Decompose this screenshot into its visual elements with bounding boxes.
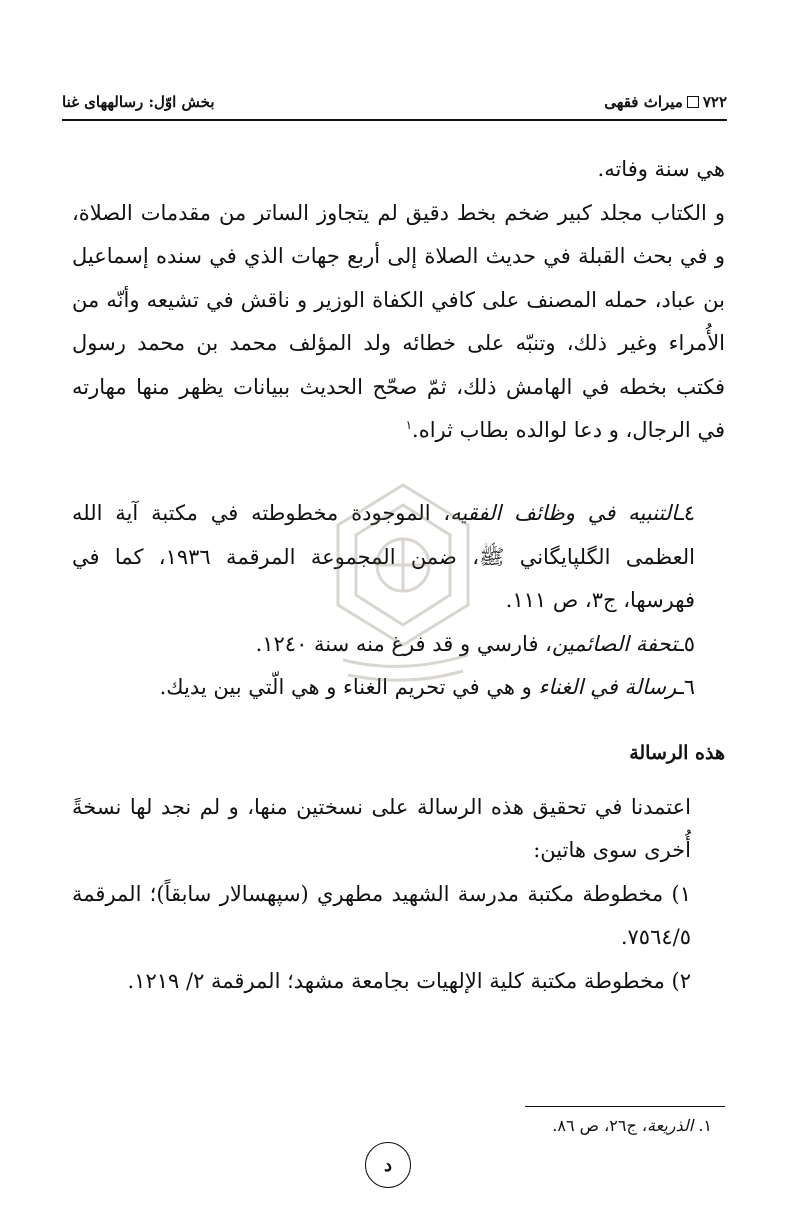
running-header bbox=[62, 88, 727, 116]
page-number-badge bbox=[365, 1142, 411, 1188]
section-intro: اعتمدنا في تحقيق هذه الرسالة على نسختين منها، و لم نجد لها نسخةً أُخرى سوى هاتين: bbox=[72, 794, 691, 862]
footnote-divider bbox=[525, 1106, 725, 1107]
header-right-group bbox=[604, 93, 727, 111]
footnote-number: ١. bbox=[698, 1116, 712, 1135]
list-item-6-title: رسالة في الغناء bbox=[538, 675, 678, 699]
page-number-label: د bbox=[384, 1154, 393, 1176]
list-item-6-text: و هي في تحريم الغناء و هي الّتي بين يديك. bbox=[159, 675, 539, 699]
header-book-title: میراث فقهی bbox=[604, 93, 683, 111]
list-item-5-number: ٥ـ bbox=[677, 631, 695, 656]
list-item-4-text: ، الموجودة مخطوطته في مكتبة آية الله العظمى الگلپايگاني ﷺ، ضمن المجموعة المرقمة ١٩٣٦، كما في فهرسها، ج٣، ص ١١١. bbox=[72, 501, 695, 612]
manuscript-1: ١) مخطوطة مكتبة مدرسة الشهيد مطهري (سپهسالار سابقاً)؛ المرقمة ٧٥٦٤/٥. bbox=[72, 881, 691, 949]
footnote-text: ، ج٢٦، ص ٨٦. bbox=[552, 1116, 648, 1135]
treatise-section bbox=[72, 732, 725, 1003]
list-item-4-number: ٤ـ bbox=[677, 501, 695, 525]
body-text bbox=[72, 148, 725, 453]
square-outline-icon bbox=[687, 96, 699, 108]
list-item-6-number: ٦ـ bbox=[677, 675, 695, 699]
footnote-title: الذريعة bbox=[647, 1116, 694, 1135]
header-page-number: ٧٢٢ bbox=[702, 93, 727, 111]
body-paragraph-2 bbox=[72, 192, 725, 453]
header-section-title: بخش اوّل: رسالههای غنا bbox=[62, 93, 215, 111]
header-divider bbox=[62, 119, 727, 121]
body-line-1: هي سنة وفاته. bbox=[597, 157, 725, 181]
section-heading: هذه الرسالة bbox=[629, 742, 725, 764]
library-seal-watermark bbox=[318, 475, 488, 695]
list-item-5-title: تحفة الصائمين bbox=[551, 631, 678, 656]
list-item-4-title: التنبيه في وظائف الفقيه bbox=[450, 501, 678, 525]
list-item-5-text: ، فارسي و قد فرغ منه سنة ١٢٤٠. bbox=[255, 631, 552, 656]
footnote-reference: ١ bbox=[405, 418, 413, 432]
manuscript-2: ٢) مخطوطة مكتبة كلية الإلهيات بجامعة مشهد؛ المرقمة ٢/ ١٢١٩. bbox=[127, 968, 691, 993]
section-spacer bbox=[72, 776, 725, 786]
footnote bbox=[72, 1114, 712, 1138]
body-paragraph-2-text: و الكتاب مجلد كبير ضخم بخط دقيق لم يتجاوز الساتر من مقدمات الصلاة، و في بحث القبلة في حديث الصلاة إلى أربع جهات الذي في سنده إسماعيل بن عباد، حمله المصنف على كافي الكفاة الوزير و ناقش في تشيعه وأنّه من الأُمراء وغير ذلك، وتنبّه على خطائه ولد المؤلف محمد بن محمد رسول فكتب بخطه في الهامش ذلك، ثمّ صحّح الحديث ببيانات يظهر منها مهارته في الرجال، و دعا لوالده بطاب ثراه. bbox=[72, 200, 725, 442]
